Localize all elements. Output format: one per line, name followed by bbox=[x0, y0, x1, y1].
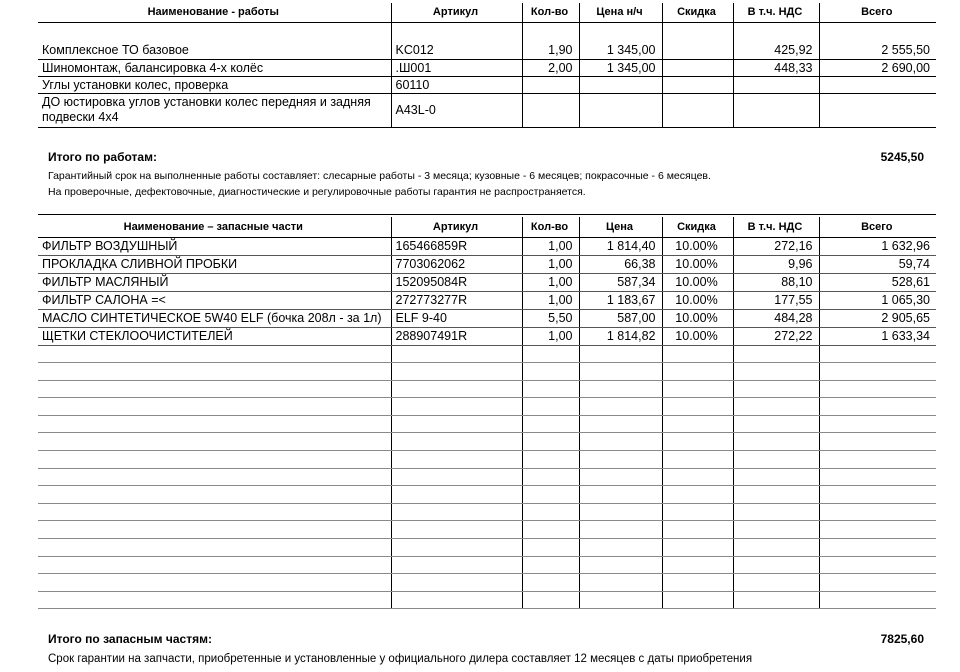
part-article: 272773277R bbox=[391, 291, 522, 309]
work-article: A43L-0 bbox=[391, 93, 522, 127]
part-price: 587,00 bbox=[579, 309, 662, 327]
part-discount: 10.00% bbox=[662, 237, 733, 255]
work-qty: 1,90 bbox=[522, 41, 579, 59]
work-price: 1 345,00 bbox=[579, 59, 662, 76]
empty-cell bbox=[38, 468, 391, 486]
table-row bbox=[38, 327, 936, 345]
empty-cell bbox=[522, 591, 579, 609]
work-article: KC012 bbox=[391, 41, 522, 59]
empty-table-row bbox=[38, 345, 936, 363]
empty-cell bbox=[391, 433, 522, 451]
empty-cell bbox=[38, 345, 391, 363]
empty-cell bbox=[391, 556, 522, 574]
empty-cell bbox=[819, 363, 936, 381]
empty-cell bbox=[391, 451, 522, 469]
work-qty bbox=[522, 76, 579, 93]
empty-cell bbox=[391, 415, 522, 433]
empty-table-row bbox=[38, 503, 936, 521]
work-price bbox=[579, 93, 662, 127]
empty-cell bbox=[579, 574, 662, 592]
empty-cell bbox=[522, 433, 579, 451]
empty-cell bbox=[579, 380, 662, 398]
empty-cell bbox=[38, 380, 391, 398]
works-header-discount: Скидка bbox=[662, 3, 733, 22]
empty-cell bbox=[522, 345, 579, 363]
part-article: 288907491R bbox=[391, 327, 522, 345]
part-qty: 1,00 bbox=[522, 327, 579, 345]
empty-cell bbox=[819, 556, 936, 574]
empty-cell bbox=[522, 380, 579, 398]
work-vat bbox=[733, 93, 819, 127]
work-total bbox=[819, 93, 936, 127]
empty-cell bbox=[819, 433, 936, 451]
work-total: 2 690,00 bbox=[819, 59, 936, 76]
empty-cell bbox=[38, 556, 391, 574]
empty-cell bbox=[522, 451, 579, 469]
empty-cell bbox=[819, 539, 936, 557]
part-vat: 177,55 bbox=[733, 291, 819, 309]
part-name: ФИЛЬТР ВОЗДУШНЫЙ bbox=[38, 237, 391, 255]
empty-cell bbox=[662, 345, 733, 363]
work-name: Комплексное ТО базовое bbox=[38, 41, 391, 59]
empty-table-row bbox=[38, 398, 936, 416]
empty-cell bbox=[391, 539, 522, 557]
empty-cell bbox=[579, 433, 662, 451]
empty-cell bbox=[38, 503, 391, 521]
empty-cell bbox=[662, 468, 733, 486]
empty-cell bbox=[819, 468, 936, 486]
empty-cell bbox=[579, 451, 662, 469]
empty-cell bbox=[733, 556, 819, 574]
empty-cell bbox=[662, 398, 733, 416]
parts-header-row bbox=[38, 217, 936, 237]
empty-cell bbox=[733, 345, 819, 363]
work-discount bbox=[662, 76, 733, 93]
empty-cell bbox=[522, 574, 579, 592]
work-name: ДО юстировка углов установки колес передняя и задняя подвески 4х4 bbox=[38, 93, 391, 127]
empty-table-row bbox=[38, 415, 936, 433]
empty-table-row bbox=[38, 574, 936, 592]
empty-cell bbox=[662, 556, 733, 574]
parts-header-discount: Скидка bbox=[662, 217, 733, 237]
empty-cell bbox=[733, 468, 819, 486]
parts-header-price: Цена bbox=[579, 217, 662, 237]
part-name: ФИЛЬТР САЛОНА =< bbox=[38, 291, 391, 309]
empty-cell bbox=[579, 363, 662, 381]
empty-cell bbox=[733, 521, 819, 539]
empty-cell bbox=[38, 451, 391, 469]
empty-cell bbox=[579, 468, 662, 486]
empty-table-row bbox=[38, 433, 936, 451]
empty-cell bbox=[391, 468, 522, 486]
empty-cell bbox=[733, 539, 819, 557]
part-price: 1 814,40 bbox=[579, 237, 662, 255]
empty-cell bbox=[662, 591, 733, 609]
empty-cell bbox=[522, 486, 579, 504]
empty-cell bbox=[733, 591, 819, 609]
empty-table-row bbox=[38, 380, 936, 398]
work-vat: 425,92 bbox=[733, 41, 819, 59]
empty-cell bbox=[819, 345, 936, 363]
works-warranty-exclusion-note: На проверочные, дефектовочные, диагностические и регулировочные работы гарантия не распространяется. bbox=[48, 186, 586, 198]
part-discount: 10.00% bbox=[662, 327, 733, 345]
empty-table-row bbox=[38, 591, 936, 609]
empty-cell bbox=[579, 521, 662, 539]
empty-table-row bbox=[38, 468, 936, 486]
empty-cell bbox=[391, 574, 522, 592]
empty-cell bbox=[579, 415, 662, 433]
part-article: 7703062062 bbox=[391, 255, 522, 273]
empty-cell bbox=[391, 591, 522, 609]
empty-cell bbox=[579, 556, 662, 574]
part-name: МАСЛО СИНТЕТИЧЕСКОЕ 5W40 ELF (бочка 208л - за 1л) bbox=[38, 309, 391, 327]
part-name: ФИЛЬТР МАСЛЯНЫЙ bbox=[38, 273, 391, 291]
empty-cell bbox=[819, 398, 936, 416]
part-name: ЩЕТКИ СТЕКЛООЧИСТИТЕЛЕЙ bbox=[38, 327, 391, 345]
empty-cell bbox=[522, 468, 579, 486]
work-article: 60110 bbox=[391, 76, 522, 93]
work-name: Углы установки колес, проверка bbox=[38, 76, 391, 93]
empty-cell bbox=[391, 380, 522, 398]
empty-cell bbox=[733, 451, 819, 469]
empty-cell bbox=[522, 521, 579, 539]
empty-cell bbox=[391, 398, 522, 416]
empty-cell bbox=[819, 591, 936, 609]
empty-cell bbox=[819, 574, 936, 592]
empty-cell bbox=[733, 574, 819, 592]
part-price: 66,38 bbox=[579, 255, 662, 273]
empty-cell bbox=[662, 486, 733, 504]
empty-cell bbox=[733, 503, 819, 521]
empty-table-row bbox=[38, 451, 936, 469]
empty-cell bbox=[391, 345, 522, 363]
empty-cell bbox=[38, 363, 391, 381]
parts-table bbox=[38, 217, 936, 609]
parts-warranty-note: Срок гарантии на запчасти, приобретенные и установленные у официального дилера составляет 12 месяцев с даты приобретения bbox=[48, 653, 753, 665]
empty-table-row bbox=[38, 539, 936, 557]
empty-cell bbox=[391, 503, 522, 521]
empty-table-row bbox=[38, 556, 936, 574]
table-row bbox=[38, 93, 936, 127]
empty-cell bbox=[522, 415, 579, 433]
empty-cell bbox=[38, 574, 391, 592]
part-vat: 272,22 bbox=[733, 327, 819, 345]
part-vat: 9,96 bbox=[733, 255, 819, 273]
empty-cell bbox=[662, 574, 733, 592]
part-discount: 10.00% bbox=[662, 309, 733, 327]
work-vat bbox=[733, 76, 819, 93]
works-warranty-note: Гарантийный срок на выполненные работы составляет: слесарные работы - 3 месяца; кузовные - 6 месяцев; покрасочные - 6 месяцев. bbox=[48, 170, 711, 182]
part-qty: 1,00 bbox=[522, 273, 579, 291]
empty-cell bbox=[38, 398, 391, 416]
works-header-row bbox=[38, 3, 936, 22]
works-header-total: Всего bbox=[819, 3, 936, 22]
table-row bbox=[38, 237, 936, 255]
works-table bbox=[38, 3, 936, 128]
work-article: .Ш001 bbox=[391, 59, 522, 76]
part-total: 528,61 bbox=[819, 273, 936, 291]
empty-cell bbox=[579, 398, 662, 416]
work-vat: 448,33 bbox=[733, 59, 819, 76]
works-header-name: Наименование - работы bbox=[38, 3, 391, 22]
empty-cell bbox=[662, 521, 733, 539]
empty-cell bbox=[819, 521, 936, 539]
empty-cell bbox=[662, 503, 733, 521]
table-row bbox=[38, 41, 936, 59]
part-qty: 1,00 bbox=[522, 237, 579, 255]
empty-cell bbox=[579, 345, 662, 363]
empty-cell bbox=[522, 503, 579, 521]
parts-header-article: Артикул bbox=[391, 217, 522, 237]
works-header-vat: В т.ч. НДС bbox=[733, 3, 819, 22]
section-divider bbox=[38, 214, 936, 215]
empty-table-row bbox=[38, 363, 936, 381]
part-discount: 10.00% bbox=[662, 255, 733, 273]
parts-header-vat: В т.ч. НДС bbox=[733, 217, 819, 237]
table-row bbox=[38, 76, 936, 93]
empty-cell bbox=[579, 539, 662, 557]
part-vat: 484,28 bbox=[733, 309, 819, 327]
empty-table-row bbox=[38, 486, 936, 504]
empty-cell bbox=[733, 415, 819, 433]
table-row bbox=[38, 273, 936, 291]
work-discount bbox=[662, 59, 733, 76]
parts-total-label: Итого по запасным частям: bbox=[48, 632, 212, 646]
parts-header-total: Всего bbox=[819, 217, 936, 237]
work-name: Шиномонтаж, балансировка 4-х колёс bbox=[38, 59, 391, 76]
empty-cell bbox=[38, 521, 391, 539]
part-total: 1 633,34 bbox=[819, 327, 936, 345]
empty-cell bbox=[391, 521, 522, 539]
empty-cell bbox=[819, 415, 936, 433]
empty-cell bbox=[579, 591, 662, 609]
part-article: 165466859R bbox=[391, 237, 522, 255]
empty-cell bbox=[819, 503, 936, 521]
part-qty: 5,50 bbox=[522, 309, 579, 327]
empty-cell bbox=[733, 380, 819, 398]
empty-cell bbox=[391, 486, 522, 504]
empty-cell bbox=[522, 539, 579, 557]
part-total: 59,74 bbox=[819, 255, 936, 273]
works-header-price: Цена н/ч bbox=[579, 3, 662, 22]
empty-cell bbox=[38, 539, 391, 557]
empty-cell bbox=[522, 556, 579, 574]
empty-table-row bbox=[38, 521, 936, 539]
table-row bbox=[38, 255, 936, 273]
empty-cell bbox=[733, 433, 819, 451]
empty-cell bbox=[579, 486, 662, 504]
empty-cell bbox=[662, 433, 733, 451]
empty-cell bbox=[733, 486, 819, 504]
empty-cell bbox=[391, 363, 522, 381]
empty-cell bbox=[522, 363, 579, 381]
part-article: 152095084R bbox=[391, 273, 522, 291]
empty-cell bbox=[522, 398, 579, 416]
parts-total-value: 7825,60 bbox=[880, 632, 924, 646]
empty-cell bbox=[579, 503, 662, 521]
part-price: 1 183,67 bbox=[579, 291, 662, 309]
work-total: 2 555,50 bbox=[819, 41, 936, 59]
empty-cell bbox=[819, 486, 936, 504]
empty-cell bbox=[662, 539, 733, 557]
part-discount: 10.00% bbox=[662, 291, 733, 309]
work-price bbox=[579, 76, 662, 93]
part-price: 587,34 bbox=[579, 273, 662, 291]
part-vat: 88,10 bbox=[733, 273, 819, 291]
work-discount bbox=[662, 93, 733, 127]
empty-cell bbox=[733, 398, 819, 416]
table-row bbox=[38, 59, 936, 76]
works-total-label: Итого по работам: bbox=[48, 150, 157, 164]
work-price: 1 345,00 bbox=[579, 41, 662, 59]
empty-cell bbox=[38, 433, 391, 451]
work-qty: 2,00 bbox=[522, 59, 579, 76]
empty-cell bbox=[662, 451, 733, 469]
empty-cell bbox=[38, 591, 391, 609]
works-spacer-row bbox=[38, 22, 936, 41]
table-row bbox=[38, 291, 936, 309]
empty-cell bbox=[38, 415, 391, 433]
works-total-value: 5245,50 bbox=[880, 150, 924, 164]
part-total: 2 905,65 bbox=[819, 309, 936, 327]
parts-header-qty: Кол-во bbox=[522, 217, 579, 237]
empty-cell bbox=[819, 451, 936, 469]
part-article: ELF 9-40 bbox=[391, 309, 522, 327]
parts-header-name: Наименование – запасные части bbox=[38, 217, 391, 237]
part-qty: 1,00 bbox=[522, 291, 579, 309]
part-price: 1 814,82 bbox=[579, 327, 662, 345]
work-qty bbox=[522, 93, 579, 127]
empty-cell bbox=[662, 380, 733, 398]
empty-cell bbox=[38, 486, 391, 504]
part-discount: 10.00% bbox=[662, 273, 733, 291]
table-row bbox=[38, 309, 936, 327]
work-discount bbox=[662, 41, 733, 59]
empty-cell bbox=[662, 363, 733, 381]
part-total: 1 632,96 bbox=[819, 237, 936, 255]
empty-rows bbox=[38, 345, 936, 609]
work-total bbox=[819, 76, 936, 93]
works-header-qty: Кол-во bbox=[522, 3, 579, 22]
part-name: ПРОКЛАДКА СЛИВНОЙ ПРОБКИ bbox=[38, 255, 391, 273]
empty-cell bbox=[819, 380, 936, 398]
part-vat: 272,16 bbox=[733, 237, 819, 255]
works-header-article: Артикул bbox=[391, 3, 522, 22]
empty-cell bbox=[662, 415, 733, 433]
part-qty: 1,00 bbox=[522, 255, 579, 273]
part-total: 1 065,30 bbox=[819, 291, 936, 309]
empty-cell bbox=[733, 363, 819, 381]
